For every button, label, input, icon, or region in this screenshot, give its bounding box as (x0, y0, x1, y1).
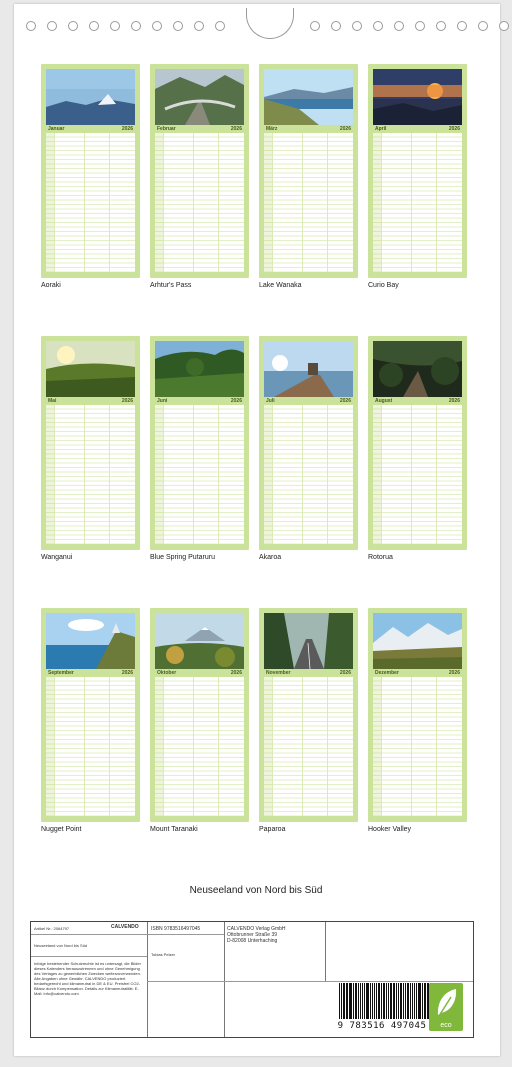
barcode-bars (339, 983, 431, 1019)
planner-grid (155, 133, 244, 272)
month-header (46, 670, 135, 676)
publisher-street: Ottobrunner Straße 39 (227, 932, 278, 938)
month-photo (264, 341, 353, 397)
month-name: Februar (157, 126, 176, 132)
grid-line (272, 677, 273, 816)
month-name: Mai (48, 398, 57, 404)
planner-grid (46, 133, 135, 272)
photo-caption: Paparoa (259, 826, 286, 833)
month-header (264, 670, 353, 676)
month-card (259, 336, 358, 550)
grid-line (193, 405, 194, 544)
binding-hole (26, 21, 36, 31)
month-header (46, 126, 135, 132)
grid-line (193, 133, 194, 272)
binding-hole (310, 21, 320, 31)
month-header (373, 126, 462, 132)
barcode-bar (400, 983, 403, 1019)
grid-line (302, 133, 303, 272)
photo-caption: Akaroa (259, 554, 282, 561)
grid-line (84, 677, 85, 816)
month-photo (155, 69, 244, 125)
grid-line (163, 677, 164, 816)
info-divider (147, 934, 224, 935)
grid-line (54, 133, 55, 272)
barcode-bar (416, 983, 417, 1019)
barcode-bar (360, 983, 361, 1019)
binding-hole (352, 21, 362, 31)
grid-line (54, 405, 55, 544)
month-header (155, 126, 244, 132)
day-column (46, 677, 54, 816)
grid-line (272, 405, 273, 544)
article-number: Artikel Nr.: 2064797 (34, 926, 70, 931)
info-box (30, 921, 474, 1038)
month-name: März (266, 126, 278, 132)
month-card (41, 336, 140, 550)
month-photo (373, 613, 462, 669)
binding-hole (373, 21, 383, 31)
month-photo (373, 69, 462, 125)
publisher-name: CALVENDO Verlag GmbH (227, 926, 286, 932)
barcode-bar (366, 983, 369, 1019)
barcode-bar (412, 983, 413, 1019)
calendar-title: Neuseeland von Nord bis Süd (189, 885, 323, 896)
binding-hole (436, 21, 446, 31)
planner-grid (264, 133, 353, 272)
barcode-bar (390, 983, 392, 1019)
binding-hole (394, 21, 404, 31)
grid-line (193, 677, 194, 816)
grid-line (84, 405, 85, 544)
barcode-bar (364, 983, 365, 1019)
month-year: 2026 (448, 126, 460, 132)
grid-line (84, 133, 85, 272)
barcode-bar (386, 983, 387, 1019)
leaf-icon (429, 983, 463, 1023)
month-photo (264, 69, 353, 125)
binding-hole (110, 21, 120, 31)
planner-grid (373, 405, 462, 544)
barcode-bar (347, 983, 348, 1019)
barcode-bar (414, 983, 416, 1019)
grid-line (411, 133, 412, 272)
subtitle-text: Neuseeland von Nord bis Süd (34, 943, 88, 948)
grid-line (411, 405, 412, 544)
month-year: 2026 (339, 398, 351, 404)
day-column (373, 133, 381, 272)
month-card (368, 64, 467, 278)
barcode-bar (410, 983, 411, 1019)
grid-line (54, 677, 55, 816)
photo-caption: Mount Taranaki (150, 826, 198, 833)
grid-line (272, 133, 273, 272)
binding-hole (68, 21, 78, 31)
month-name: November (266, 670, 291, 676)
grid-line (163, 405, 164, 544)
planner-grid (373, 133, 462, 272)
month-name: Dezember (375, 670, 399, 676)
day-column (264, 405, 272, 544)
grid-line (109, 133, 110, 272)
barcode-bar (405, 983, 406, 1019)
month-name: April (375, 126, 387, 132)
grid-line (327, 133, 328, 272)
photo-caption: Lake Wanaka (259, 282, 302, 289)
grid-line (218, 133, 219, 272)
barcode-bar (383, 983, 386, 1019)
month-card (259, 608, 358, 822)
month-card (41, 64, 140, 278)
photo-caption: Arhtur's Pass (150, 282, 192, 289)
month-photo (46, 341, 135, 397)
binding-hole (415, 21, 425, 31)
photo-caption: Wanganui (41, 554, 73, 561)
grid-line (302, 405, 303, 544)
month-photo (46, 613, 135, 669)
month-card (150, 608, 249, 822)
info-divider (325, 922, 326, 981)
photo-caption: Hooker Valley (368, 826, 412, 833)
planner-grid (264, 405, 353, 544)
month-name: August (375, 398, 393, 404)
month-card (150, 336, 249, 550)
barcode-bar (407, 983, 409, 1019)
planner-grid (264, 677, 353, 816)
month-year: 2026 (121, 670, 133, 676)
barcode-bar (424, 983, 426, 1019)
day-column (373, 677, 381, 816)
month-header (264, 398, 353, 404)
day-column (46, 405, 54, 544)
month-photo (264, 613, 353, 669)
barcode-digits: 9 783516 497045 (337, 1021, 427, 1031)
isbn-text: ISBN 9783516497045 (151, 926, 201, 932)
barcode-bar (343, 983, 345, 1019)
grid-line (109, 677, 110, 816)
month-card (368, 608, 467, 822)
binding-hole (89, 21, 99, 31)
month-name: Juli (266, 398, 275, 404)
month-name: September (48, 670, 74, 676)
binding-hole (173, 21, 183, 31)
month-photo (46, 69, 135, 125)
info-divider (31, 956, 147, 957)
month-name: Juni (157, 398, 168, 404)
photo-caption: Blue Spring Putaruru (150, 554, 215, 561)
barcode-bar (403, 983, 404, 1019)
barcode-bar (398, 983, 399, 1019)
barcode-bar (372, 983, 374, 1019)
day-column (46, 133, 54, 272)
binding-hole (194, 21, 204, 31)
calvendo-logo-small: CALVENDO (111, 924, 139, 930)
grid-line (436, 133, 437, 272)
planner-grid (46, 405, 135, 544)
day-column (373, 405, 381, 544)
barcode-bar (349, 983, 352, 1019)
grid-line (411, 677, 412, 816)
binding-hole (499, 21, 509, 31)
grid-line (109, 405, 110, 544)
binding-hole (152, 21, 162, 31)
barcode-bar (396, 983, 397, 1019)
month-year: 2026 (230, 126, 242, 132)
grid-line (381, 405, 382, 544)
photo-caption: Nugget Point (41, 826, 82, 833)
binding-hole (215, 21, 225, 31)
info-divider (31, 934, 147, 935)
barcode-bar (381, 983, 382, 1019)
month-year: 2026 (339, 670, 351, 676)
barcode-bar (339, 983, 340, 1019)
barcode (327, 981, 437, 1035)
barcode-bar (341, 983, 342, 1019)
barcode-bar (418, 983, 421, 1019)
barcode-bar (353, 983, 354, 1019)
barcode-bar (378, 983, 380, 1019)
month-card (41, 608, 140, 822)
barcode-bar (358, 983, 360, 1019)
month-photo (155, 613, 244, 669)
month-header (155, 670, 244, 676)
info-divider (147, 922, 148, 1037)
month-year: 2026 (339, 126, 351, 132)
month-name: Oktober (157, 670, 177, 676)
barcode-bar (388, 983, 389, 1019)
grid-line (218, 677, 219, 816)
author-text: Tobias Pelzer (151, 952, 176, 957)
photo-caption: Aoraki (41, 282, 61, 289)
grid-line (163, 133, 164, 272)
day-column (264, 133, 272, 272)
month-header (264, 126, 353, 132)
photo-caption: Rotorua (368, 554, 393, 561)
binding-hole (478, 21, 488, 31)
month-year: 2026 (448, 398, 460, 404)
month-card (150, 64, 249, 278)
planner-grid (373, 677, 462, 816)
barcode-bar (346, 983, 347, 1019)
month-year: 2026 (121, 126, 133, 132)
grid-line (381, 133, 382, 272)
grid-line (381, 677, 382, 816)
photo-caption: Curio Bay (368, 282, 399, 289)
grid-line (327, 677, 328, 816)
month-card (259, 64, 358, 278)
legal-text: Infolge bestehender Schutzrechte ist es untersagt, die Bilder dieses Kalenders herauszutrennen und ohne Genehmigung des Verlages zu gewerblichen Zwecken weiterzuverwenden. Alle Angaben ohne Gewähr. CALVENDO produziert bedarfsgerecht und klimaneutral in DE & EU. Preisfrei CO2-Bilanz durch Kompensation. Details zur Klimaneutralität: E-Mail: info@calvendo.com (34, 961, 141, 996)
binding-hole (331, 21, 341, 31)
barcode-bar (427, 983, 428, 1019)
barcode-bar (370, 983, 371, 1019)
month-name: Januar (48, 126, 65, 132)
month-photo (373, 341, 462, 397)
planner-grid (155, 677, 244, 816)
grid-line (436, 677, 437, 816)
binding-hole (131, 21, 141, 31)
grid-line (327, 405, 328, 544)
grid-line (218, 405, 219, 544)
month-year: 2026 (121, 398, 133, 404)
month-header (373, 398, 462, 404)
planner-grid (155, 405, 244, 544)
eco-label: eco (440, 1022, 452, 1029)
grid-line (302, 677, 303, 816)
day-column (155, 677, 163, 816)
barcode-bar (355, 983, 357, 1019)
day-column (264, 677, 272, 816)
publisher-city: D-82008 Unterhaching (227, 938, 278, 944)
month-header (155, 398, 244, 404)
barcode-bar (422, 983, 423, 1019)
info-divider (224, 922, 225, 1037)
day-column (155, 133, 163, 272)
month-year: 2026 (230, 398, 242, 404)
month-header (46, 398, 135, 404)
month-year: 2026 (448, 670, 460, 676)
day-column (155, 405, 163, 544)
month-header (373, 670, 462, 676)
planner-grid (46, 677, 135, 816)
binding-hole (457, 21, 467, 31)
month-card (368, 336, 467, 550)
binding-hole (47, 21, 57, 31)
barcode-bar (362, 983, 363, 1019)
month-photo (155, 341, 244, 397)
barcode-bar (376, 983, 377, 1019)
barcode-bar (393, 983, 395, 1019)
eco-badge (429, 983, 463, 1031)
grid-line (436, 405, 437, 544)
barcode-bar (374, 983, 375, 1019)
month-year: 2026 (230, 670, 242, 676)
